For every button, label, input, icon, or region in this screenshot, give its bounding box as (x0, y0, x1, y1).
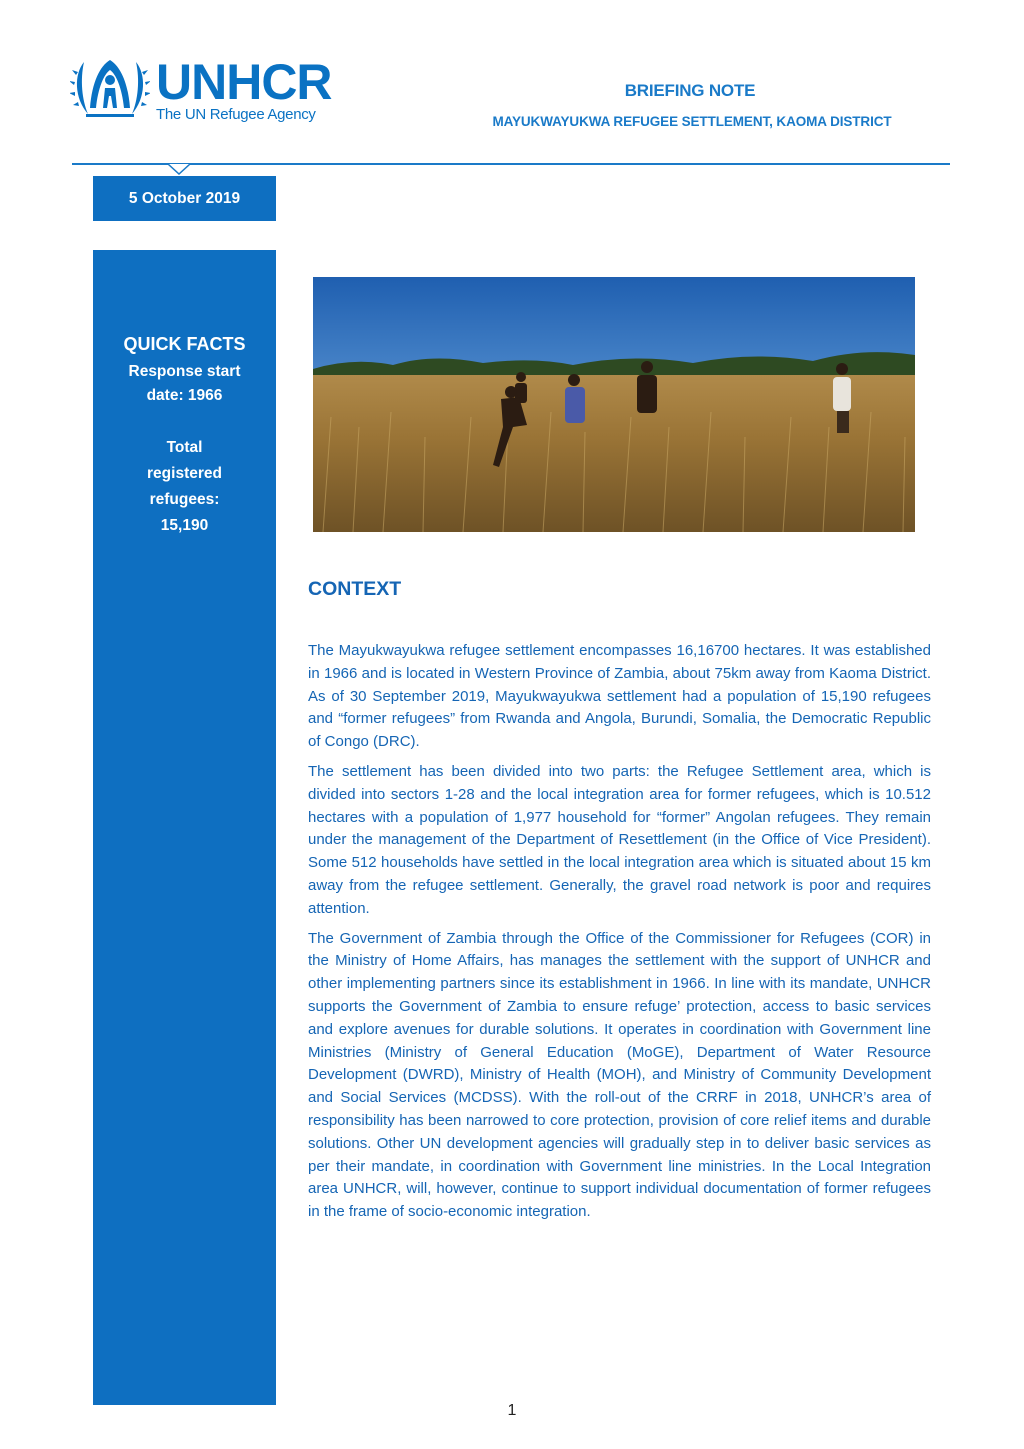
header-divider (72, 163, 950, 165)
context-body (308, 640, 931, 1231)
quick-facts-title: QUICK FACTS (123, 334, 246, 354)
page-number: 1 (507, 1402, 517, 1419)
quick-facts-total-line4: 15,190 (160, 517, 209, 534)
context-paragraph: The Government of Zambia through the Office of the Commissioner for Refugees (COR) in the Ministry of Home Affairs, has manages the settlement with the support of UNHCR and other implementing partners since its establishment in 1966. In line with its mandate, UNHCR supports the Government of Zambia to ensure refuge’ protection, access to basic services and explore avenues for durable solutions. It operates in coordination with Government line Ministries (Ministry of General Education (MoGE), Department of Water Resource Development (DWRD), Ministry of Health (MOH), and Ministry of Community Development and Social Services (MCDSS). With the roll-out of the CRRF in 2018, UNHCR’s area of responsibility has been narrowed to core protection, provision of core relief items and durable solutions. Other UN development agencies will gradually step in to deliver basic services as per their mandate, in coordination with Government line ministries. In the Local Integration area UNHCR, will, however, continue to support individual documentation of former refugees in the frame of socio-economic integration. (308, 929, 931, 1221)
field-workers-photo (313, 277, 915, 532)
quick-facts-total-line2: registered (147, 465, 222, 482)
unhcr-logo (70, 52, 350, 128)
document-type: BRIEFING NOTE (624, 81, 756, 100)
context-heading: CONTEXT (308, 578, 402, 600)
unhcr-emblem-icon (70, 52, 150, 124)
logo-wordmark: UNHCR (156, 54, 332, 110)
context-paragraph: The Mayukwayukwa refugee settlement encompasses 16,16700 hectares. It was established in 1966 and is located in Western Province of Zambia, about 75km away from Kaoma District. As of 30 September 2019, Mayukwayukwa settlement had a population of 15,190 refugees and “former refugees” from Rwanda and Angola, Burundi, Somalia, the Democratic Republic of Congo (DRC). (308, 642, 931, 751)
quick-facts-total-line1: Total (166, 439, 203, 456)
quick-facts-response-line1: Response start (128, 363, 241, 380)
quick-facts-total-line3: refugees: (149, 491, 220, 508)
quick-facts-sidebar (93, 250, 276, 1405)
quick-facts-response-line2: date: 1966 (146, 387, 223, 404)
divider-notch-icon (168, 164, 190, 176)
document-subtitle: MAYUKWAYUKWA REFUGEE SETTLEMENT, KAOMA DISTRICT (492, 114, 892, 129)
date-badge: 5 October 2019 (93, 176, 276, 221)
context-paragraph: The settlement has been divided into two parts: the Refugee Settlement area, which is divided into sectors 1-28 and the local integration area for former refugees, which is 10.512 hectares with a population of 1,977 household for “former” Angolan refugees. They remain under the management of the Department of Resettlement (in the Office of Vice President). Some 512 households have settled in the local integration area which is situated about 15 km away from the refugee settlement. Generally, the gravel road network is poor and requires attention. (308, 762, 931, 917)
logo-tagline: The UN Refugee Agency (156, 106, 316, 123)
